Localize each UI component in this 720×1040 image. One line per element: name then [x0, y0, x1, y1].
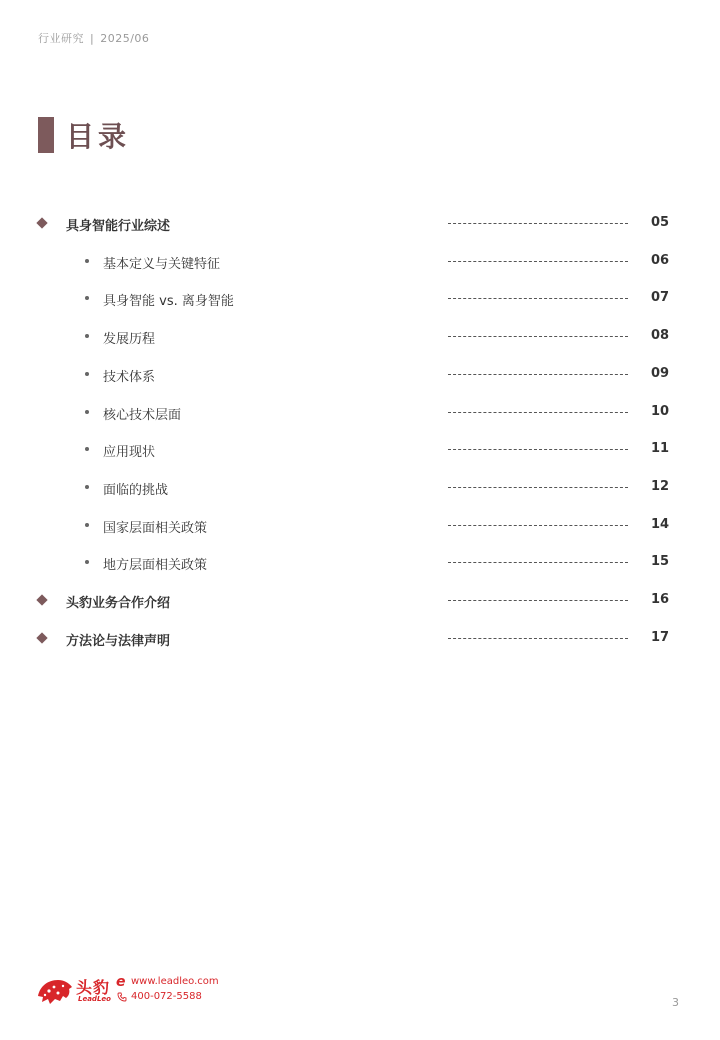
- toc-page-number: 07: [651, 290, 670, 305]
- page-number: 3: [672, 996, 679, 1009]
- toc-dotted-leader: [448, 487, 628, 488]
- diamond-bullet-icon: [36, 217, 47, 228]
- toc-dotted-leader: [448, 374, 628, 375]
- toc-dotted-leader: [448, 223, 628, 224]
- diamond-bullet-icon: [36, 632, 47, 643]
- brand-footer: [36, 972, 219, 1008]
- dot-bullet-icon: [85, 372, 89, 376]
- toc-entry-label: 面临的挑战: [103, 483, 169, 498]
- toc-section-row: [0, 619, 720, 657]
- toc-entry-label: 应用现状: [103, 445, 156, 460]
- page-title-block: [38, 116, 130, 154]
- toc-page-number: 11: [651, 441, 670, 456]
- toc-dotted-leader: [448, 525, 628, 526]
- diamond-bullet-icon: [36, 594, 47, 605]
- dot-bullet-icon: [85, 410, 89, 414]
- toc-entry-label: 基本定义与关键特征: [103, 257, 221, 272]
- toc-entry-label: 头豹业务合作介绍: [66, 596, 171, 611]
- toc-page-number: 06: [651, 253, 670, 268]
- toc-subsection-row: [0, 543, 720, 581]
- toc-page-number: 10: [651, 404, 670, 419]
- dot-bullet-icon: [85, 485, 89, 489]
- toc-entry-label: 地方层面相关政策: [103, 558, 208, 573]
- toc-subsection-row: [0, 317, 720, 355]
- header-date: 2025/06: [100, 32, 150, 45]
- toc-dotted-leader: [448, 562, 628, 563]
- toc-page-number: 16: [651, 592, 670, 607]
- toc-entry-label: 具身智能 vs. 离身智能: [103, 294, 234, 309]
- title-accent-bar: [38, 117, 54, 153]
- dot-bullet-icon: [85, 560, 89, 564]
- toc-dotted-leader: [448, 449, 628, 450]
- toc-dotted-leader: [448, 600, 628, 601]
- dot-bullet-icon: [85, 259, 89, 263]
- toc-entry-label: 技术体系: [103, 370, 156, 385]
- page-title: 目录: [66, 120, 131, 153]
- leopard-logo-icon: [36, 974, 74, 1006]
- toc-subsection-row: [0, 355, 720, 393]
- dot-bullet-icon: [85, 523, 89, 527]
- toc-entry-label: 国家层面相关政策: [103, 521, 208, 536]
- toc-entry-label: 方法论与法律声明: [66, 634, 171, 649]
- toc-subsection-row: [0, 430, 720, 468]
- brand-name-en: LeadLeo: [78, 995, 111, 1003]
- toc-page-number: 14: [651, 517, 670, 532]
- brand-e-logo: e: [116, 974, 126, 990]
- toc-subsection-row: [0, 279, 720, 317]
- brand-website: www.leadleo.com: [131, 976, 219, 987]
- header-category: 行业研究: [38, 32, 84, 45]
- toc-page-number: 15: [651, 554, 670, 569]
- toc-entry-label: 发展历程: [103, 332, 156, 347]
- toc-subsection-row: [0, 242, 720, 280]
- header-separator: |: [90, 32, 95, 45]
- toc-page-number: 08: [651, 328, 670, 343]
- dot-bullet-icon: [85, 447, 89, 451]
- brand-name-cn: 头豹: [76, 978, 111, 997]
- toc-subsection-row: [0, 506, 720, 544]
- toc-dotted-leader: [448, 638, 628, 639]
- toc-entry-label: 具身智能行业综述: [66, 219, 171, 234]
- toc-section-row: [0, 204, 720, 242]
- dot-bullet-icon: [85, 296, 89, 300]
- toc-page-number: 05: [651, 215, 670, 230]
- brand-phone: 400-072-5588: [131, 991, 202, 1002]
- toc-subsection-row: [0, 393, 720, 431]
- toc-dotted-leader: [448, 261, 628, 262]
- toc-dotted-leader: [448, 336, 628, 337]
- toc-dotted-leader: [448, 298, 628, 299]
- toc-section-row: [0, 581, 720, 619]
- toc-page-number: 09: [651, 366, 670, 381]
- toc-subsection-row: [0, 468, 720, 506]
- phone-icon: [117, 992, 127, 1002]
- running-header: [38, 30, 149, 46]
- toc-page-number: 12: [651, 479, 670, 494]
- dot-bullet-icon: [85, 334, 89, 338]
- toc-entry-label: 核心技术层面: [103, 408, 182, 423]
- toc-page-number: 17: [651, 630, 670, 645]
- toc-dotted-leader: [448, 412, 628, 413]
